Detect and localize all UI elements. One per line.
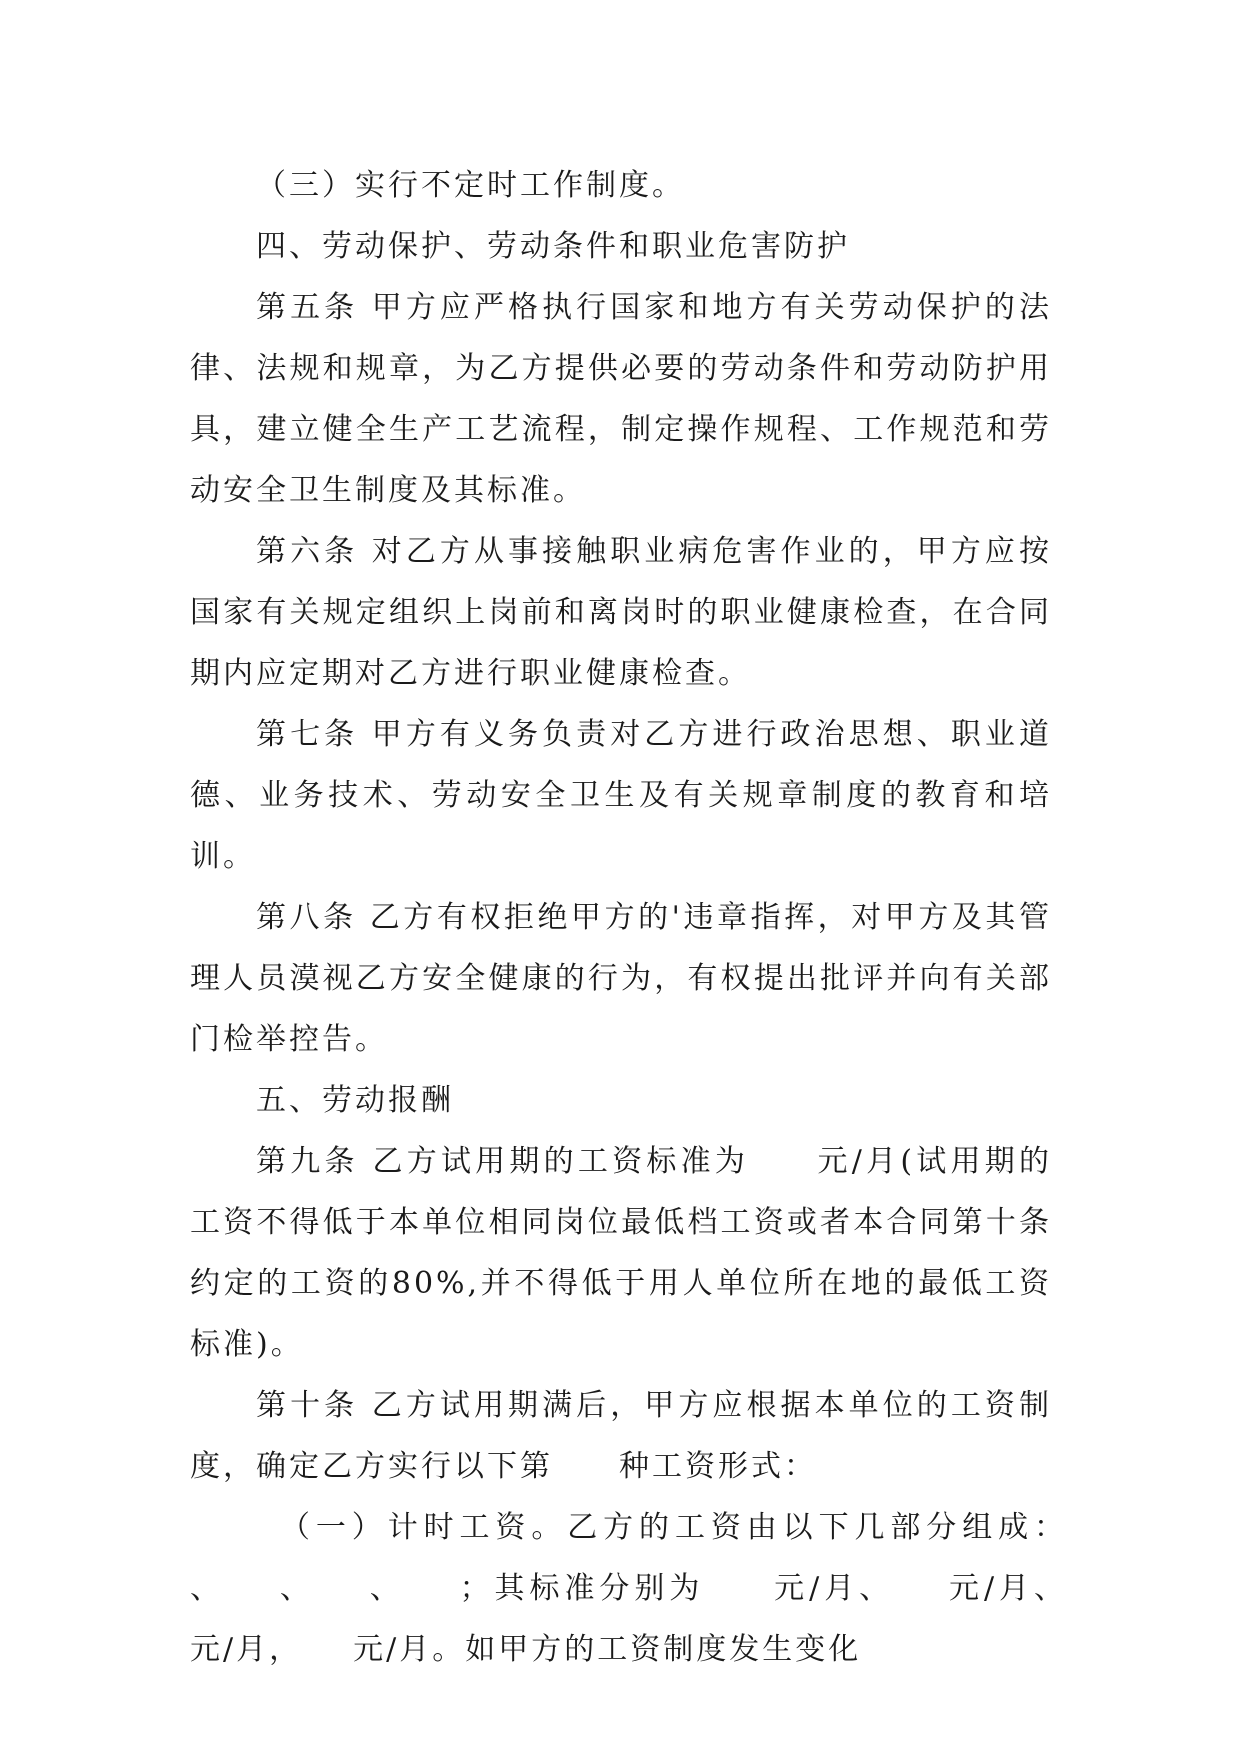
article-10: 第十条 乙方试用期满后，甲方应根据本单位的工资制度，确定乙方实行以下第 种工资形式：: [190, 1388, 1052, 1484]
section-heading-labor-protection: 四、劳动保护、劳动条件和职业危害防护: [256, 229, 850, 264]
document-body: [190, 155, 1118, 1680]
article-7: 第七条 甲方有义务负责对乙方进行政治思想、职业道德、业务技术、劳动安全卫生及有关规章制度的教育和培训。: [190, 717, 1052, 874]
paragraph-work-system: （三）实行不定时工作制度。: [256, 168, 685, 203]
article-6: 第六条 对乙方从事接触职业病危害作业的，甲方应按国家有关规定组织上岗前和离岗时的职业健康检查，在合同期内应定期对乙方进行职业健康检查。: [190, 534, 1052, 691]
section-heading-remuneration: 五、劳动报酬: [256, 1083, 454, 1118]
clause-time-wage: （一）计时工资。乙方的工资由以下几部分组成： 、 、 、 ；其标准分别为 元/月、 元/月、 元/月， 元/月。如甲方的工资制度发生变化: [190, 1510, 1118, 1667]
article-8: 第八条 乙方有权拒绝甲方的'违章指挥，对甲方及其管理人员漠视乙方安全健康的行为，有权提出批评并向有关部门检举控告。: [190, 900, 1052, 1057]
article-9: 第九条 乙方试用期的工资标准为 元/月(试用期的工资不得低于本单位相同岗位最低档工资或者本合同第十条约定的工资的80%,并不得低于用人单位所在地的最低工资标准)。: [190, 1144, 1052, 1362]
article-5: 第五条 甲方应严格执行国家和地方有关劳动保护的法律、法规和规章，为乙方提供必要的劳动条件和劳动防护用具，建立健全生产工艺流程，制定操作规程、工作规范和劳动安全卫生制度及其标准。: [190, 290, 1052, 508]
